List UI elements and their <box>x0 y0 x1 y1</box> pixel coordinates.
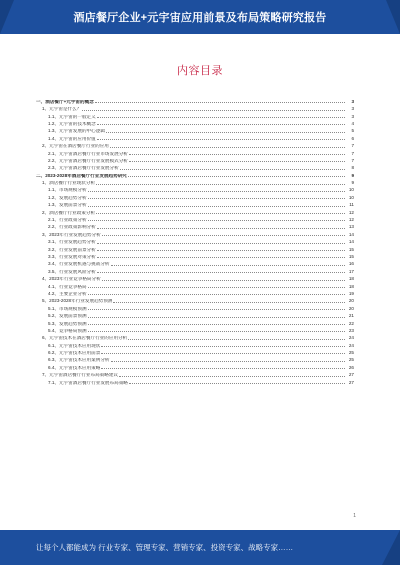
toc-entry[interactable] <box>36 112 354 119</box>
toc-entry-page: 11 <box>349 202 354 208</box>
toc-entry-page: 15 <box>348 254 354 259</box>
toc-entry-label: 1.3、发展前景分析 <box>48 203 87 208</box>
toc-entry-label: 3.3、行业发展对策分析 <box>48 255 96 259</box>
toc-entry-page: 7 <box>351 150 354 156</box>
toc-leader-dots <box>106 131 345 133</box>
toc-entry-page: 9 <box>351 172 354 178</box>
toc-entry[interactable] <box>36 297 354 304</box>
toc-entry-label: 3、2023年行业发展趋势分析 <box>42 232 101 237</box>
toc-entry-page: 13 <box>348 224 354 230</box>
toc-entry-page: 14 <box>348 239 354 245</box>
toc-entry[interactable] <box>36 223 354 230</box>
toc-entry-label: 2、酒店餐厅行业政策分析 <box>42 210 96 215</box>
toc-leader-dots <box>88 323 345 325</box>
toc-leader-dots <box>95 101 345 103</box>
toc-leader-dots <box>101 352 345 354</box>
toc-entry-label: 2、元宇宙在酒店餐厅行业的应用 <box>42 144 109 149</box>
toc-leader-dots <box>111 360 345 362</box>
toc-entry-page: 22 <box>348 320 354 326</box>
toc-entry-label: 2.3、元宇宙酒店餐厅行业发展分析 <box>48 166 119 171</box>
toc-entry[interactable] <box>36 119 354 126</box>
toc-entry-label: 5.1、市场规模预测 <box>48 306 87 311</box>
toc-entry-page: 7 <box>351 157 354 163</box>
toc-leader-dots <box>128 338 345 340</box>
toc-entry-page: 16 <box>348 261 354 267</box>
toc-leader-dots <box>88 205 345 207</box>
toc-entry-page: 3 <box>351 98 354 104</box>
toc-entry-label: 3.2、行业发展前景分析 <box>48 247 96 252</box>
toc-entry-label: 5.4、竞争格局预测 <box>48 328 87 333</box>
toc-entry-label: 6.1、元宇宙技术应用现状 <box>48 343 101 348</box>
footer-corner <box>382 530 400 565</box>
toc-entry-page: 5 <box>351 128 354 134</box>
toc-entry-label: 6.4、元宇宙技术应用策略 <box>48 365 101 370</box>
toc-entry[interactable] <box>36 341 354 348</box>
header-corner-left <box>0 0 14 34</box>
toc-leader-dots <box>96 212 345 214</box>
toc-entry-label: 1.2、发展趋势分析 <box>48 195 87 200</box>
toc-entry-label: 3.5、行业发展风险分析 <box>48 269 96 274</box>
toc-entry[interactable] <box>36 378 354 385</box>
toc-leader-dots <box>88 293 345 295</box>
toc-entry-label: 1.2、元宇宙的技术概念 <box>48 121 96 126</box>
footer-slogan: 让每个人都能成为 行业专家、管理专家、营销专家、投资专家、战略专家…… <box>36 543 294 552</box>
toc-entry-page: 9 <box>351 180 354 186</box>
toc-entry-label: 2.1、行业政策分析 <box>48 218 87 223</box>
toc-entry[interactable] <box>36 334 354 341</box>
toc-leader-dots <box>102 234 345 236</box>
toc-entry[interactable] <box>36 156 354 163</box>
toc-entry-page: 23 <box>348 327 354 333</box>
toc-leader-dots <box>97 249 345 251</box>
toc-entry-label: 1、酒店餐厅行业现状分析 <box>42 181 96 186</box>
toc-entry[interactable] <box>36 141 354 148</box>
toc-entry[interactable] <box>36 164 354 171</box>
toc-entry-label: 2.2、行业政策影响分析 <box>48 225 96 230</box>
toc-entry-page: 25 <box>348 357 354 363</box>
toc-entry-label: 5.2、发展前景预测 <box>48 314 87 319</box>
toc-leader-dots <box>97 123 345 125</box>
toc-leader-dots <box>88 219 345 221</box>
toc-entry[interactable] <box>36 178 354 185</box>
toc-entry-page: 26 <box>348 364 354 370</box>
toc-entry[interactable] <box>36 267 354 274</box>
toc-leader-dots <box>129 153 345 155</box>
toc-entry-page: 27 <box>348 379 354 385</box>
toc-entry[interactable] <box>36 348 354 355</box>
toc-leader-dots <box>110 146 345 148</box>
toc-entry-label: 1.4、元宇宙的应用价值 <box>48 136 96 141</box>
page-number: 1 <box>353 513 356 519</box>
toc-entry-label: 一、酒店餐厅+元宇宙的概念 <box>36 99 94 104</box>
toc-leader-dots <box>88 316 345 318</box>
toc-entry-page: 12 <box>348 209 354 215</box>
page-footer <box>0 530 400 565</box>
toc-entry-page: 19 <box>348 290 354 296</box>
toc-entry-page: 14 <box>348 231 354 237</box>
toc-entry-page: 20 <box>348 305 354 311</box>
toc-entry-label: 1.1、市场规模分析 <box>48 188 87 193</box>
toc-leader-dots <box>111 264 345 266</box>
toc-leader-dots <box>97 138 345 140</box>
toc-entry[interactable] <box>36 282 354 289</box>
toc-entry-label: 2.2、元宇宙酒店餐厅行业发展模式分析 <box>48 158 128 163</box>
toc-entry-page: 17 <box>348 268 354 274</box>
toc-entry-page: 24 <box>348 335 354 341</box>
toc-entry-page: 25 <box>348 350 354 356</box>
toc-entry[interactable] <box>36 245 354 252</box>
toc-entry-page: 6 <box>351 135 354 141</box>
toc-leader-dots <box>101 367 345 369</box>
toc-entry[interactable] <box>36 260 354 267</box>
toc-entry-page: 8 <box>351 165 354 171</box>
toc-leader-dots <box>101 345 345 347</box>
toc-entry-page: 18 <box>348 283 354 289</box>
toc-entry-label: 7、元宇宙酒店餐厅行业布局策略建议 <box>42 373 119 378</box>
toc-entry-label: 2.1、元宇宙酒店餐厅行业市场发展分析 <box>48 151 128 156</box>
toc-entry[interactable] <box>36 186 354 193</box>
toc-leader-dots <box>88 330 345 332</box>
toc-leader-dots <box>120 168 345 170</box>
toc-entry-label: 3.4、行业发展机遇与挑战分析 <box>48 262 110 267</box>
toc-entry[interactable] <box>36 104 354 111</box>
toc-leader-dots <box>97 227 345 229</box>
toc-entry[interactable] <box>36 200 354 207</box>
toc-entry[interactable] <box>36 363 354 370</box>
toc-entry[interactable] <box>36 319 354 326</box>
toc-leader-dots <box>97 116 345 118</box>
toc-entry-page: 21 <box>348 313 354 319</box>
toc-leader-dots <box>113 301 345 303</box>
toc-entry[interactable] <box>36 356 354 363</box>
toc-entry-label: 4.1、行业竞争格局 <box>48 284 87 289</box>
toc-entry-label: 6、元宇宙技术在酒店餐厅行业的应用分析 <box>42 336 128 341</box>
toc-entry-label: 6.3、元宇宙技术应用案例分析 <box>48 358 110 363</box>
toc-entry[interactable] <box>36 97 354 104</box>
toc-entry[interactable] <box>36 215 354 222</box>
toc-entry-page: 27 <box>348 372 354 378</box>
toc-leader-dots <box>97 242 345 244</box>
table-of-contents <box>36 97 354 385</box>
toc-entry-label: 3.1、行业发展趋势分析 <box>48 240 96 245</box>
toc-entry[interactable] <box>36 326 354 333</box>
toc-entry[interactable] <box>36 289 354 296</box>
toc-entry-label: 1.1、元宇宙的一般定义 <box>48 114 96 119</box>
toc-heading: 内容目录 <box>177 65 223 77</box>
toc-entry[interactable] <box>36 237 354 244</box>
toc-entry-label: 4.2、主要企业分析 <box>48 291 87 296</box>
toc-entry-page: 12 <box>348 217 354 223</box>
toc-leader-dots <box>88 308 345 310</box>
toc-leader-dots <box>88 190 345 192</box>
toc-leader-dots <box>102 279 345 281</box>
toc-entry-page: 10 <box>348 187 354 193</box>
toc-entry[interactable] <box>36 370 354 377</box>
toc-entry-label: 6.2、元宇宙技术应用前景 <box>48 351 101 356</box>
toc-entry[interactable] <box>36 149 354 156</box>
toc-entry-page: 20 <box>348 298 354 304</box>
toc-leader-dots <box>128 175 345 177</box>
toc-entry-page: 4 <box>351 120 354 126</box>
toc-leader-dots <box>129 160 345 162</box>
toc-entry-label: 1、元宇宙是什么？ <box>42 107 82 112</box>
toc-entry-page: 7 <box>351 143 354 149</box>
toc-entry-page: 3 <box>351 113 354 119</box>
toc-leader-dots <box>88 197 345 199</box>
toc-leader-dots <box>82 109 345 111</box>
toc-entry[interactable] <box>36 127 354 134</box>
toc-entry-label: 二、2023-2028年酒店餐厅行业发展趋势研究 <box>36 173 127 178</box>
toc-leader-dots <box>96 183 345 185</box>
toc-entry[interactable] <box>36 311 354 318</box>
toc-leader-dots <box>97 271 345 273</box>
toc-entry[interactable] <box>36 193 354 200</box>
toc-entry-page: 24 <box>348 342 354 348</box>
toc-entry[interactable] <box>36 208 354 215</box>
toc-leader-dots <box>119 375 345 377</box>
toc-entry[interactable] <box>36 252 354 259</box>
toc-entry-page: 3 <box>351 106 354 112</box>
toc-entry-label: 4、2023年行业竞争格局分析 <box>42 277 101 282</box>
toc-leader-dots <box>97 256 345 258</box>
toc-entry-page: 10 <box>348 194 354 200</box>
toc-entry-page: 15 <box>348 246 354 252</box>
toc-entry[interactable] <box>36 171 354 178</box>
toc-entry-label: 1.3、元宇宙发展的中心逻辑 <box>48 129 105 134</box>
page-header <box>0 0 400 34</box>
toc-entry[interactable] <box>36 304 354 311</box>
toc-entry-label: 5、2023-2028年行业发展趋势预测 <box>42 299 113 304</box>
toc-entry-label: 7.1、元宇宙酒店餐厅行业发展布局策略 <box>48 380 128 385</box>
toc-entry[interactable] <box>36 230 354 237</box>
toc-entry[interactable] <box>36 134 354 141</box>
header-corner-right <box>386 0 400 34</box>
report-title: 酒店餐厅企业+元宇宙应用前景及布局策略研究报告 <box>73 12 327 24</box>
toc-entry-page: 18 <box>348 276 354 282</box>
toc-entry[interactable] <box>36 274 354 281</box>
toc-leader-dots <box>129 382 345 384</box>
toc-entry-label: 5.3、发展趋势预测 <box>48 321 87 326</box>
toc-leader-dots <box>88 286 345 288</box>
